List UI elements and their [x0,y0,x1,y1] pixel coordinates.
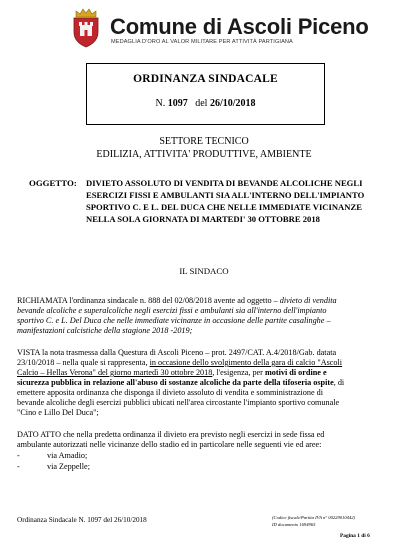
list-bullet: - [17,462,20,471]
vista-line: VISTA la nota trasmessa dalla Questura di Ascoli Piceno – prot. 2497/CAT. A.4/2018/Gab. datata [17,348,337,357]
coat-of-arms-icon [70,8,102,48]
list-item: - via Amadio; [17,451,88,460]
comune-subtitle: MEDAGLIA D'ORO AL VALOR MILITARE PER ATTIVITÀ PARTIGIANA [111,39,293,45]
vista-line: emettere apposita ordinanza che disponga il divieto assoluto di vendita e somministrazione di [17,388,324,397]
richiamata-line: RICHIAMATA l'ordinanza sindacale n. 888 del 02/08/2018 avente ad oggetto – divieto di vendita [17,296,337,305]
ordinance-date-prefix: del [195,98,208,109]
ordinance-box [86,63,325,125]
dato-atto-line: ambulante autorizzati nelle vicinanze dello stadio ed in particolare nelle seguenti vie ed aree: [17,440,322,449]
list-bullet: - [17,451,20,460]
ordinance-number: 1097 [167,98,188,109]
oggetto-line: SPORTIVO C. E L. DEL DUCA CHE NELLE IMMEDIATE VICINANZE [86,202,362,212]
richiamata-line: sportivo C. e L. Del Duca che nelle immediate vicinanze in occasione delle partite casalinghe – [17,316,331,325]
sindaco-heading: IL SINDACO [179,266,229,276]
footer-ordinance-ref: Ordinanza Sindacale N. 1097 del 26/10/2018 [17,516,147,524]
vista-line: sicurezza pubblica in relazione all'abuso di sostanze alcoliche da parte della tifoseria ospite, di [17,378,345,387]
sector-subtitle: EDILIZIA, ATTIVITA' PRODUTTIVE, AMBIENTE [96,149,312,160]
footer-page-number: Pagina 1 di 6 [340,533,370,539]
oggetto-label: OGGETTO: [29,178,77,188]
vista-line: Calcio – Hellas Verona" del giorno martedì 30 ottobre 2018, l'esigenza, per motivi di ordine e [17,368,327,377]
comune-name: Comune di Ascoli Piceno [110,14,369,39]
vista-line: "Cino e Lillo Del Duca"; [17,408,99,417]
richiamata-line: bevande alcoliche e superalcoliche negli esercizi fissi e ambulanti sia all'interno dell'impianto [17,306,327,315]
footer-fiscal-code: (Codice fiscale/Partita IVA n° 00229010442) [272,515,356,520]
oggetto-line: ESERCIZI FISSI E AMBULANTI SIA ALL'INTERNO DELL'IMPIANTO [86,190,365,200]
sector-title: SETTORE TECNICO [159,136,249,147]
footer-document-id: ID documento 1694965 [272,522,316,527]
oggetto-line: DIVIETO ASSOLUTO DI VENDITA DI BEVANDE ALCOLICHE NEGLI [86,178,363,188]
richiamata-line: manifestazioni calcistiche della stagione 2018 -2019; [17,326,193,335]
vista-line: bevande alcoliche degli esercizi pubblici ubicati nell'area circostante l'impianto sportivo comunale [17,398,340,407]
ordinance-number-prefix: N. [155,98,166,109]
oggetto-line: NELLA SOLA GIORNATA DI MARTEDI' 30 OTTOBRE 2018 [86,214,320,224]
ordinance-number-line [87,98,324,109]
ordinance-title: ORDINANZA SINDACALE [133,73,278,85]
list-item: - via Zeppelle; [17,462,90,471]
dato-atto-line: DATO ATTO che nella predetta ordinanza il divieto era previsto negli esercizi in sede fissa ed [17,430,325,439]
vista-line: 23/10/2018 – nella quale si rappresenta, in occasione dello svolgimento della gara di calcio "Ascoli [17,358,343,367]
ordinance-date: 26/10/2018 [209,98,256,109]
